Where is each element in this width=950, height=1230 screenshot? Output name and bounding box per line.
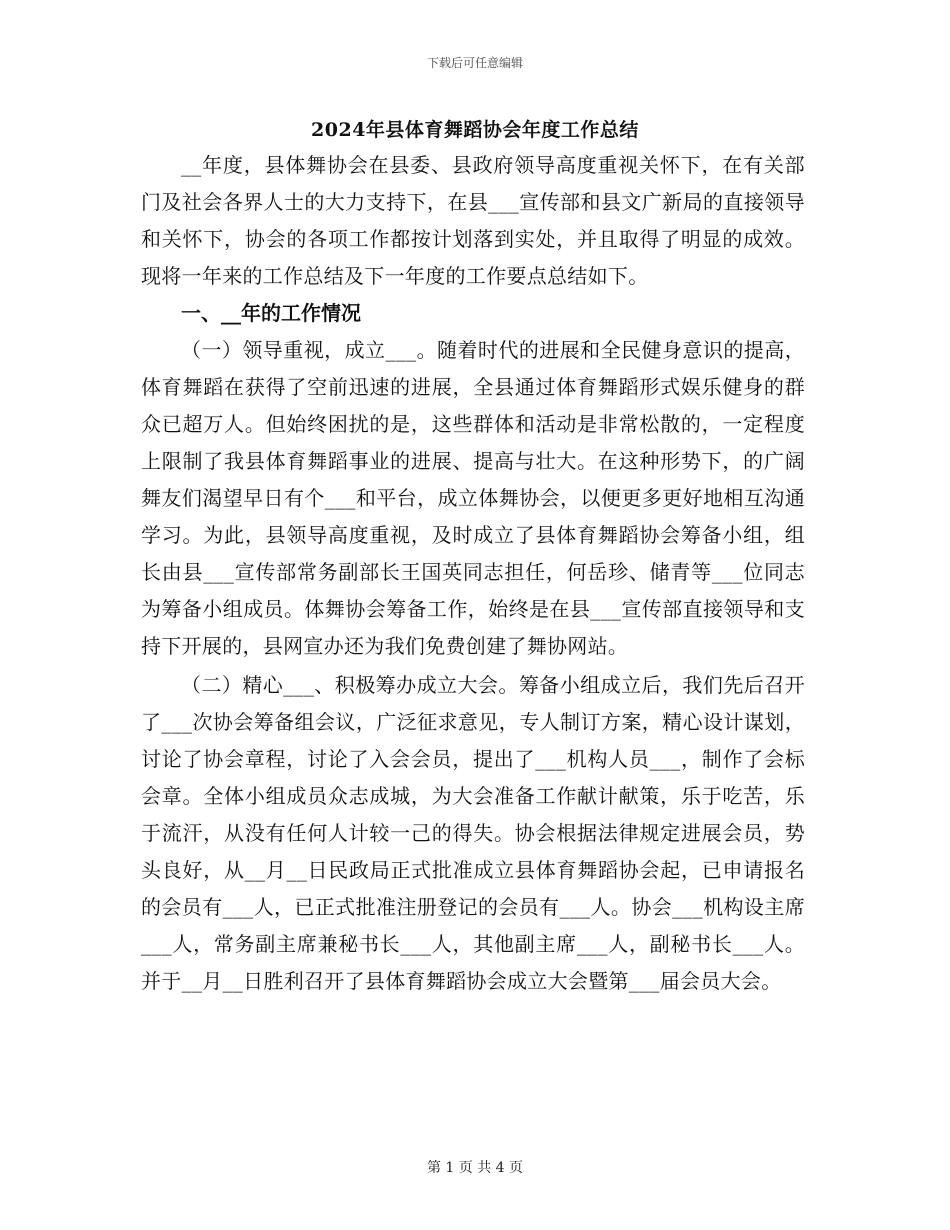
body-paragraph-2: （二）精心___、积极筹办成立大会。筹备小组成立后，我们先后召开了___次协会筹备组会议，广泛征求意见，专人制订方案，精心设计谋划，讨论了协会章程，讨论了入会会员，提出了___机构人员___，制作了会标会章。全体小组成员众志成城，为大会准备工作献计献策，乐于吃苦，乐于流汗，从没有任何人计较一己的得失。协会根据法律规定进展会员，势头良好，从__月__日民政局正式批准成立县体育舞蹈协会起，已申请报名的会员有___人，已正式批准注册登记的会员有___人。协会___机构设主席___人，常务副主席兼秘书长___人，其他副主席___人，副秘书长___人。并于__月__日胜利召开了县体育舞蹈协会成立大会暨第___届会员大会。	[141, 673, 805, 993]
header-note: 下载后可任意编辑	[426, 56, 523, 70]
document-title: 2024年县体育舞蹈协会年度工作总结	[311, 119, 639, 141]
document-body	[141, 147, 805, 1000]
body-paragraph-intro: __年度，县体舞协会在县委、县政府领导高度重视关怀下，在有关部门及社会各界人士的大力支持下，在县___宣传部和县文广新局的直接领导和关怀下，协会的各项工作都按计划落到实处，并且取得了明显的成效。现将一年来的工作总结及下一年度的工作要点总结如下。	[141, 153, 805, 288]
page-indicator: 第 1 页 共 4 页	[426, 1160, 524, 1176]
section-heading: 一、__年的工作情况	[181, 301, 361, 325]
body-paragraph-1: （一）领导重视，成立___。随着时代的进展和全民健身意识的提高，体育舞蹈在获得了空前迅速的进展，全县通过体育舞蹈形式娱乐健身的群众已超万人。但始终困扰的是，这些群体和活动是非常松散的，一定程度上限制了我县体育舞蹈事业的进展、提高与壮大。在这种形势下，的广阔舞友们渴望早日有个___和平台，成立体舞协会，以便更多更好地相互沟通学习。为此，县领导高度重视，及时成立了县体育舞蹈协会筹备小组，组长由县___宣传部常务副部长王国英同志担任，何岳珍、储青等___位同志为筹备小组成员。体舞协会筹备工作，始终是在县___宣传部直接领导和支持下开展的，县网宣办还为我们免费创建了舞协网站。	[141, 338, 805, 658]
